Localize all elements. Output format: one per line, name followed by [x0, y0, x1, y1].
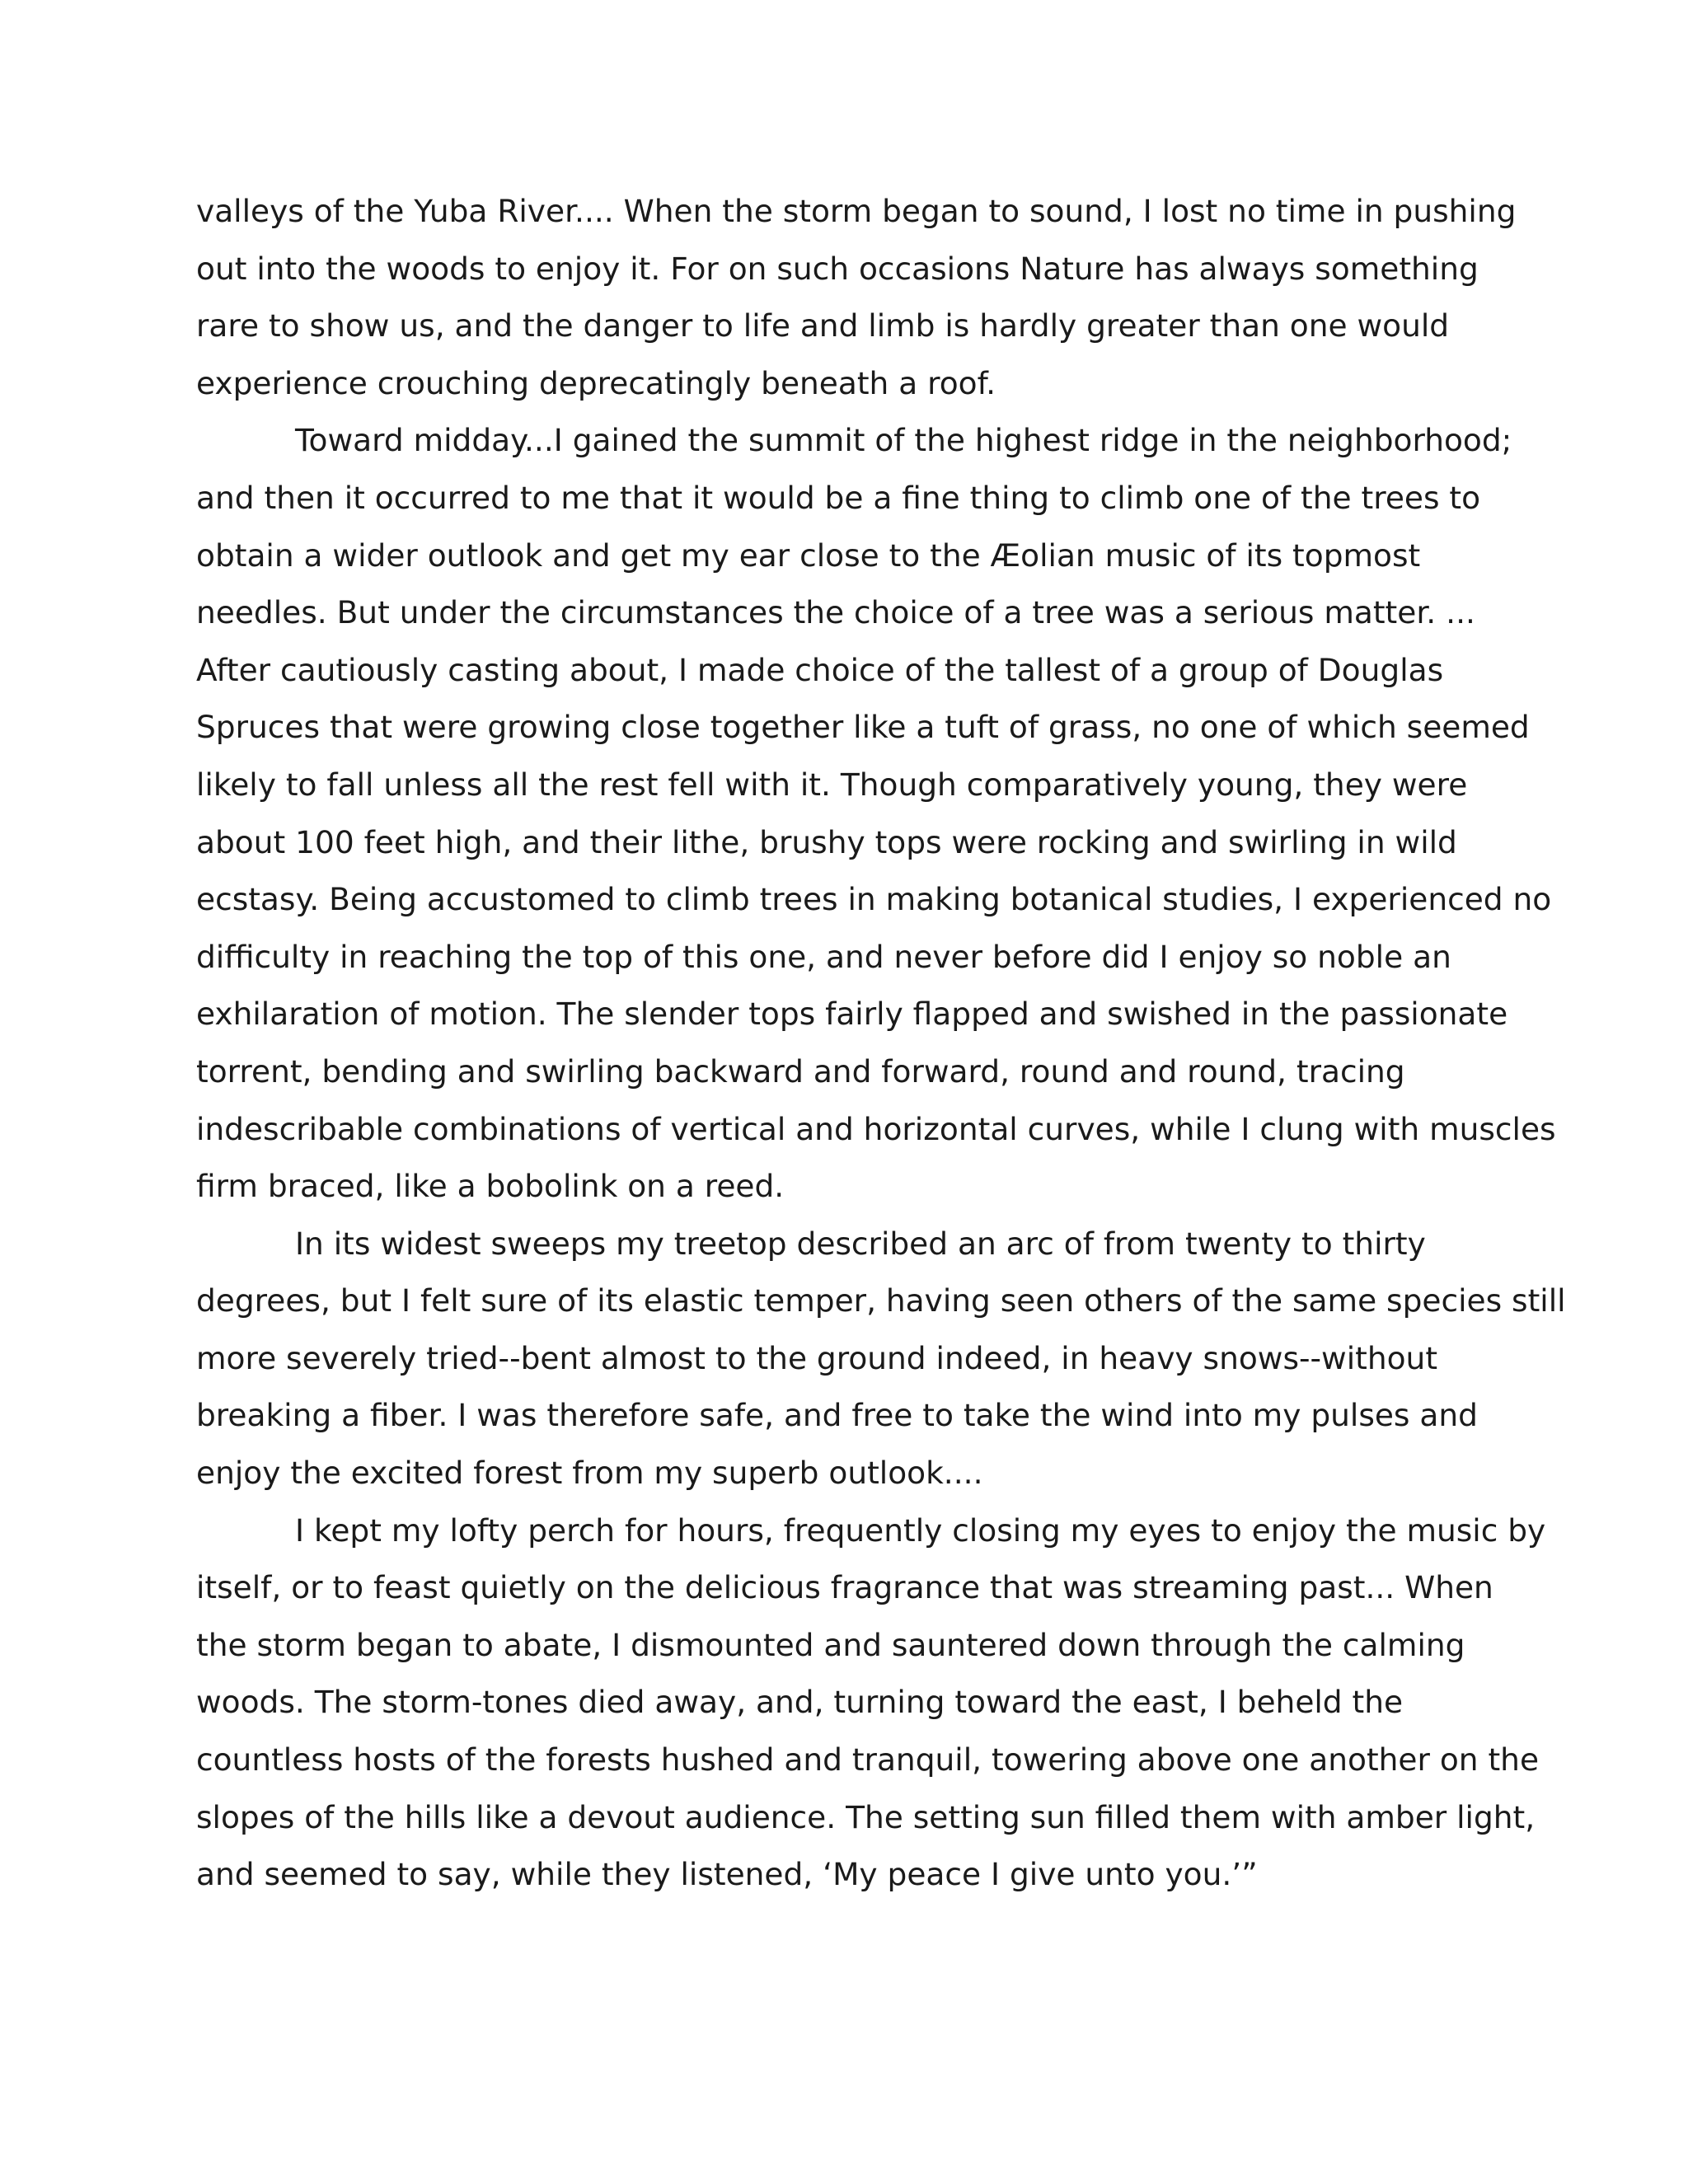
text-line: breaking a fiber. I was therefore safe, and free to take the wind into my pulses and	[196, 1397, 1478, 1434]
text-line: enjoy the excited forest from my superb outlook....	[196, 1455, 983, 1492]
text-line: and then it occurred to me that it would be a fine thing to climb one of the trees to	[196, 479, 1481, 516]
text-line: about 100 feet high, and their lithe, brushy tops were rocking and swirling in wild	[196, 823, 1457, 860]
text-line: exhilaration of motion. The slender tops fairly flapped and swished in the passionate	[196, 996, 1508, 1033]
text-line: I kept my lofty perch for hours, frequently closing my eyes to enjoy the music by	[295, 1511, 1546, 1549]
text-line: experience crouching deprecatingly beneath a roof.	[196, 364, 996, 401]
text-line: woods. The storm-tones died away, and, turning toward the east, I beheld the	[196, 1684, 1404, 1721]
text-line: needles. But under the circumstances the choice of a tree was a serious matter. ...	[196, 594, 1475, 631]
document-page	[196, 183, 1566, 1904]
paragraph-1	[196, 183, 1517, 412]
text-line: After cautiously casting about, I made choice of the tallest of a group of Douglas	[196, 651, 1444, 688]
text-line: ecstasy. Being accustomed to climb trees in making botanical studies, I experienced no	[196, 881, 1552, 918]
text-line: torrent, bending and swirling backward and forward, round and round, tracing	[196, 1052, 1405, 1090]
text-line: In its widest sweeps my treetop described an arc of from twenty to thirty	[295, 1225, 1426, 1262]
text-line: rare to show us, and the danger to life and limb is hardly greater than one would	[196, 307, 1450, 344]
text-line: likely to fall unless all the rest fell with it. Though comparatively young, they were	[196, 766, 1468, 803]
text-line: Toward midday...I gained the summit of the highest ridge in the neighborhood;	[295, 422, 1512, 459]
text-line: countless hosts of the forests hushed and tranquil, towering above one another on the	[196, 1741, 1540, 1779]
text-line: and seemed to say, while they listened, ‘My peace I give unto you.’”	[196, 1856, 1258, 1893]
text-line: slopes of the hills like a devout audience. The setting sun filled them with amber light,	[196, 1798, 1536, 1835]
text-line: degrees, but I felt sure of its elastic temper, having seen others of the same species still	[196, 1282, 1566, 1319]
text-line: indescribable combinations of vertical and horizontal curves, while I clung with muscles	[196, 1110, 1556, 1147]
text-line: itself, or to feast quietly on the delicious fragrance that was streaming past... When	[196, 1569, 1493, 1606]
text-line: difficulty in reaching the top of this one, and never before did I enjoy so noble an	[196, 938, 1451, 975]
text-line: firm braced, like a bobolink on a reed.	[196, 1168, 785, 1205]
text-line: the storm began to abate, I dismounted and sauntered down through the calming	[196, 1626, 1465, 1663]
paragraph-4	[196, 1502, 1546, 1904]
paragraph-2	[196, 412, 1556, 1215]
text-line: Spruces that were growing close together like a tuft of grass, no one of which seemed	[196, 709, 1530, 746]
text-line: more severely tried--bent almost to the ground indeed, in heavy snows--without	[196, 1339, 1438, 1376]
text-line: obtain a wider outlook and get my ear close to the Æolian music of its topmost	[196, 537, 1421, 574]
text-line: out into the woods to enjoy it. For on such occasions Nature has always something	[196, 250, 1479, 287]
text-line: valleys of the Yuba River.... When the storm began to sound, I lost no time in pushing	[196, 193, 1517, 229]
paragraph-3	[196, 1216, 1566, 1502]
